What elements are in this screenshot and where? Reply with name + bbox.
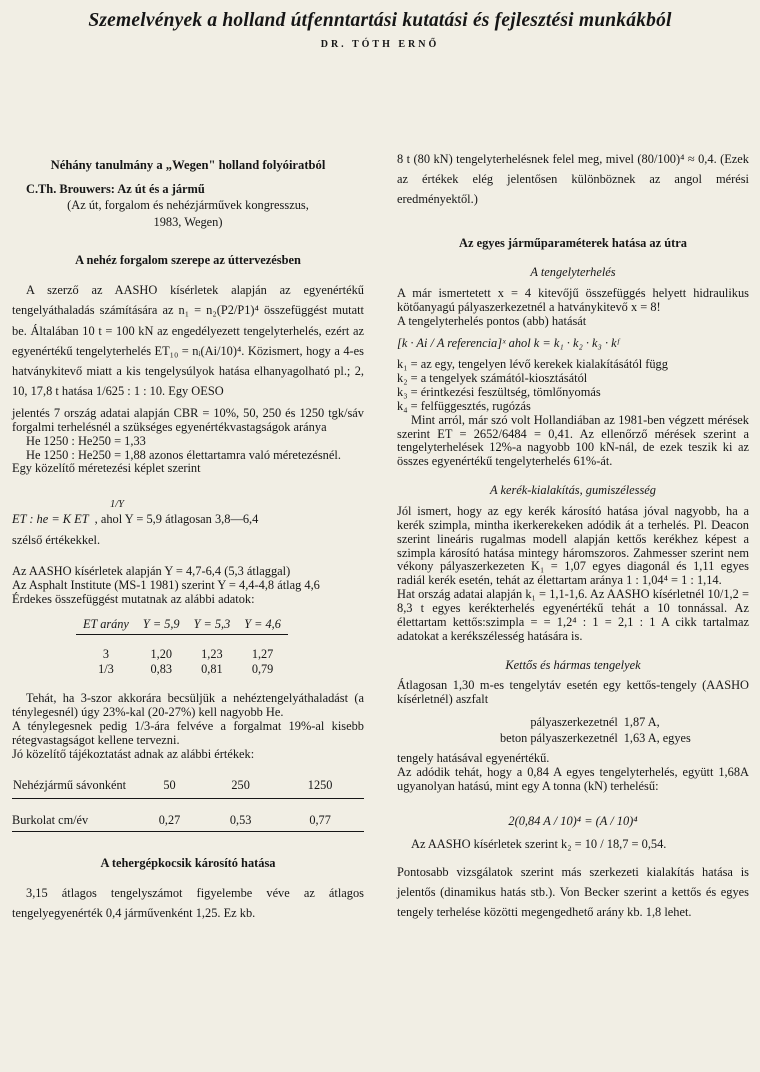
section-heading-trucks: A tehergépkocsik károsító hatása — [100, 856, 276, 871]
table-cell: 1,20 — [150, 647, 172, 661]
table-cell: 0,79 — [251, 662, 274, 677]
formula-main: ET : he = K ET — [12, 511, 89, 526]
table-cell: 1,87 A, — [623, 715, 660, 730]
k2-definition: k₂ = a tengelyek számától-kiosztásától — [397, 370, 588, 385]
formula-rest: , ahol Y = 5,9 átlagosan 3,8—6,4 — [94, 511, 259, 526]
k-formula: [k · Ai / A referencia]ˣ ahol k = k₁ · k₂ · k₃ · kᶠ — [397, 336, 619, 351]
right-column — [397, 150, 749, 923]
table-row — [76, 662, 288, 677]
section-heading-heavy-traffic: A nehéz forgalom szerepe az úttervezésben — [75, 252, 301, 267]
paragraph-netherlands-1981: Mint arról, már szó volt Hollandiában az 1981-ben végzett mérések szerint ET = 2652/6484 = 0,41. Az ellenőrző mérések szerint a tengelyterhelések 12%-a nagyobb 100 kN-nál, de ezek teszik ki az összes egyenértékű tengelyterhelés 61%-át. — [397, 412, 749, 469]
table-cell: 1250 — [276, 777, 364, 798]
he-ratio-1: He 1250 : He250 = 1,33 — [26, 433, 146, 448]
formula-exponent: 1/Y — [110, 499, 125, 511]
paragraph-precise-effect: A tengelyterhelés pontos (abb) hatását — [397, 313, 587, 328]
table-cell: beton pályaszerkezetnél — [500, 730, 618, 745]
source-title: Néhány tanulmány a „Wegen" holland folyóiratból — [50, 158, 326, 172]
venue-line-2: 1983, Wegen) — [153, 215, 223, 230]
table-header-cell: Y = 4,6 — [237, 617, 288, 635]
table-header-cell: Y = 5,3 — [187, 617, 238, 635]
left-column — [12, 150, 364, 924]
table-cell: 1,63 A, egyes — [623, 730, 691, 745]
table-cell: 0,83 — [150, 662, 172, 677]
paragraph-aasho-y: Az AASHO kísérletek alapján Y = 4,7-6,4 (5,3 átlaggal) — [12, 563, 291, 578]
paragraph-k2: Az AASHO kísérletek szerint k₂ = 10 / 18,7 = 0,54. — [411, 837, 667, 852]
paragraph-exponent: A már ismertetett x = 4 kitevőjű összefüggés helyett hidraulikus kötőanyagú pályaszerkezetnél a hatványkitevő x = 8! — [397, 285, 749, 314]
paragraph-asphalt-institute: Az Asphalt Institute (MS-1 1981) szerint Y = 4,4-4,8 átlag 4,6 — [12, 577, 320, 592]
paragraph-von-becker: Pontosabb vizsgálatok szerint más szerkezeti kialakítás hatása is jelentős (dinamikus hatás stb.). Von Becker szerint a kettős és egyes tengely terhelése közötti megengedhető arány kb. 1,8 lehet. — [397, 865, 749, 919]
y-ratio-table — [76, 617, 288, 678]
paragraph-equivalent: tengely hatásával egyenértékű. — [397, 751, 550, 766]
table-cell: 0,27 — [134, 798, 205, 831]
paragraph-estimate: Tehát, ha 3-szor akkorára becsüljük a nehéztengelyáthaladást (a ténylegesnél) úgy 23%-kal (20-27%) kell nagyobb He. — [12, 690, 364, 719]
design-formula — [12, 498, 364, 548]
paragraph-values-intro: Jó közelítő tájékoztatást adnak az alábbi értékek: — [12, 746, 255, 761]
equivalence-equation: 2(0,84 A / 10)⁴ = (A / 10)⁴ — [508, 813, 638, 828]
article-reference: C.Th. Brouwers: Az út és a jármű — [26, 181, 205, 196]
paragraph-interesting: Érdekes összefüggést mutatnak az alábbi adatok: — [12, 591, 255, 606]
article-title: Szemelvények a holland útfenntartási kutatási és fejlesztési munkákból — [88, 10, 672, 31]
paragraph-tandem: Átlagosan 1,30 m-es tengelytáv esetén egy kettős-tengely (AASHO kísérletnél) aszfalt — [397, 678, 749, 707]
table-cell: 3 — [102, 647, 110, 661]
subheading-wheel: A kerék-kialakítás, gumiszélesség — [490, 483, 656, 498]
paragraph-result: Az adódik tehát, hogy a 0,84 A egyes tengelyterhelés, együtt 1,68A ugyanolyan hatású, mint egy A tonna (kN) terhelésű: — [397, 765, 749, 793]
k4-definition: k₄ = felfüggesztés, rugózás — [397, 398, 531, 413]
paragraph-aasho: A szerző az AASHO kísérletek alapján az egyenértékű tengelyáthaladás számítására az n₁ = n₂(P2/P1)⁴ összefüggést mutatt be. Általában 10 t = 100 kN az engedélyezett tengelyterhelés, ezért az egyenértékű tengelyterhelés ET₁₀ = nᵢ(Ai/10)⁴. Közismert, hogy a 4-es hatványkitevő miatt a kis tengelysúlyok hatása elhanyagolható pl.; 2, 10, 17,8 t hatása 1/625 : 1 : 10. Egy OESO — [12, 283, 364, 398]
article-author: DR. TÓTH ERNŐ — [320, 39, 440, 50]
he-ratio-2: He 1250 : He250 = 1,88 azonos élettartamra való méretezésnél. — [26, 447, 341, 462]
table-row-label: Burkolat cm/év — [12, 798, 134, 831]
table-cell: 0,53 — [205, 798, 276, 831]
paragraph-axle-count: 3,15 átlagos tengelyszámot figyelembe véve az átlagos tengelyegyenérték 0,4 járművenként 1,25. Ez kb. — [12, 886, 364, 920]
table-cell: 50 — [134, 777, 205, 798]
table-cell: 250 — [205, 777, 276, 798]
table-header-cell: Y = 5,9 — [136, 617, 187, 635]
paragraph-oeso: jelentés 7 ország adatai alapján CBR = 10%, 50, 250 és 1250 tgk/sáv forgalmi terhelésnél a szükséges egyenértékvastagságok aránya — [12, 405, 364, 434]
wear-table — [12, 777, 364, 832]
paragraph-one-third: A ténylegesnek pedig 1/3-ára felvéve a forgalmat 19%-al kisebb rétegvastagságot kellene tervezni. — [12, 718, 364, 747]
table-cell: 0,81 — [201, 662, 223, 677]
table-row — [12, 777, 364, 798]
venue-line-1: (Az út, forgalom és nehézjárművek kongresszus, — [67, 198, 309, 213]
table-cell: 1,23 — [201, 647, 223, 661]
table-row — [12, 798, 364, 831]
k1-definition: k₁ = az egy, tengelyen lévő kerekek kialakításától függ — [397, 357, 668, 372]
table-cell: 1/3 — [98, 662, 114, 677]
table-header-row — [76, 617, 288, 635]
paragraph-six-countries: Hat ország adatai alapján k₁ = 1,1-1,6. Az AASHO kísérletnél 10/1,2 = 8,3 t egyes kerékterhelés egyenértékű tehát a 10 tonnással. Az élettartam kettős:szimpla = = 1,2⁴ : 1 = 2,1 : 1 A cikk tartalmaz adatokat a kerékszélesség hatására is. — [397, 587, 749, 643]
section-heading-vehicle-params: Az egyes járműparaméterek hatása az útra — [459, 235, 687, 250]
table-row — [497, 715, 694, 730]
pavement-table — [497, 715, 694, 746]
paragraph-wheel: Jól ismert, hogy az egy kerék károsító hatása jóval nagyobb, ha a kerék szimpla, mintha ikerkerekeken adódik át a terhelés. Pl. Deacon szerint lineáris rugalmas modell alapján kettős kerékhez képest a szimpla károsító hatása mintegy háromszoros. Zahmesser szerint nem vékony pályaszerkezeten K₁ = 1,07 egyes diagonál és 1,11 egyes radiál kerék esetén, tehát az élettartam aránya 1 : 1,04⁴ = 1 : 1,14. — [397, 503, 749, 588]
table-cell: 1,27 — [251, 647, 274, 661]
subheading-axle-load: A tengelyterhelés — [530, 265, 616, 280]
formula-tail: szélső értékekkel. — [12, 533, 101, 548]
table-header-cell: ET arány — [76, 617, 136, 635]
paragraph-80kn: 8 t (80 kN) tengelyterhelésnek felel meg, mivel (80/100)⁴ ≈ 0,4. (Ezek az értékek elég jelentősen különböznek az angol mérési eredményektől.) — [397, 152, 749, 206]
article-header — [0, 0, 760, 50]
subheading-tandem-axles: Kettős és hármas tengelyek — [505, 657, 641, 672]
k3-definition: k₃ = érintkezési feszültség, tömlőnyomás — [397, 384, 601, 399]
paragraph-formula-intro: Egy közelítő méretezési képlet szerint — [12, 461, 201, 476]
table-row-label: Nehézjármű sávonként — [12, 777, 134, 798]
table-row — [497, 731, 694, 746]
table-row — [76, 635, 288, 663]
table-cell: pályaszerkezetnél — [530, 715, 618, 730]
table-cell: 0,77 — [276, 798, 364, 831]
